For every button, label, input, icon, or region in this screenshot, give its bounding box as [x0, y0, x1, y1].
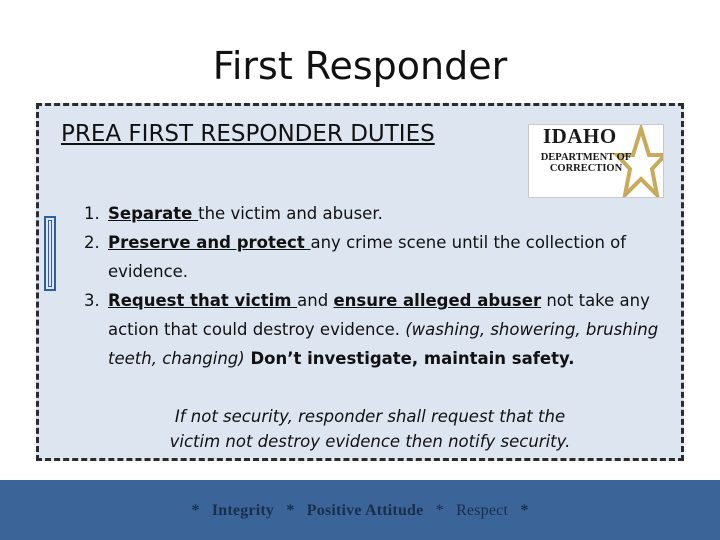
duty-text: any crime scene until the collection of evidence.	[108, 233, 627, 281]
logo-department	[531, 152, 641, 174]
section-heading: PREA FIRST RESPONDER DUTIES	[61, 121, 435, 147]
duty-keyword: Separate	[108, 204, 199, 223]
duty-warning: Don’t investigate, maintain safety.	[244, 349, 575, 368]
footer-value-respect: Respect	[456, 502, 509, 519]
duty-number: 3.	[84, 291, 100, 310]
duty-item-3	[84, 286, 674, 373]
duty-text: and	[297, 291, 334, 310]
footer-values	[0, 502, 720, 520]
footer-separator: *	[191, 502, 200, 519]
footer-separator: *	[520, 502, 529, 519]
footer-separator: *	[435, 502, 444, 519]
note-line-1: If not security, responder shall request that the	[174, 407, 566, 426]
duty-number: 2.	[84, 233, 100, 252]
decorative-bracket	[44, 216, 56, 291]
duty-item-2	[84, 228, 674, 286]
duty-keyword: Preserve and protect	[108, 233, 311, 252]
logo-name: IDAHO	[543, 124, 617, 148]
duty-text: not take any action that could destroy evidence.	[108, 291, 650, 339]
duty-keyword: ensure alleged abuser	[333, 291, 542, 310]
footer-value-positive-attitude: Positive Attitude	[306, 502, 424, 519]
logo-line1: DEPARTMENT OF	[540, 152, 632, 163]
footer-value-integrity: Integrity	[211, 502, 275, 519]
note-line-2: victim not destroy evidence then notify security.	[169, 432, 571, 451]
duty-examples: (washing, showering, brushing teeth, changing)	[108, 320, 659, 368]
duty-item-1	[84, 199, 674, 228]
logo-line2: CORRECTION	[549, 163, 623, 174]
duties-list	[84, 199, 674, 373]
slide-title: First Responder	[212, 44, 508, 88]
footer-separator: *	[286, 502, 295, 519]
idaho-doc-logo	[528, 124, 664, 198]
security-note	[150, 404, 590, 454]
duty-keyword: Request that victim	[108, 291, 298, 310]
duty-text: the victim and abuser.	[198, 204, 383, 223]
duty-number: 1.	[84, 204, 100, 223]
